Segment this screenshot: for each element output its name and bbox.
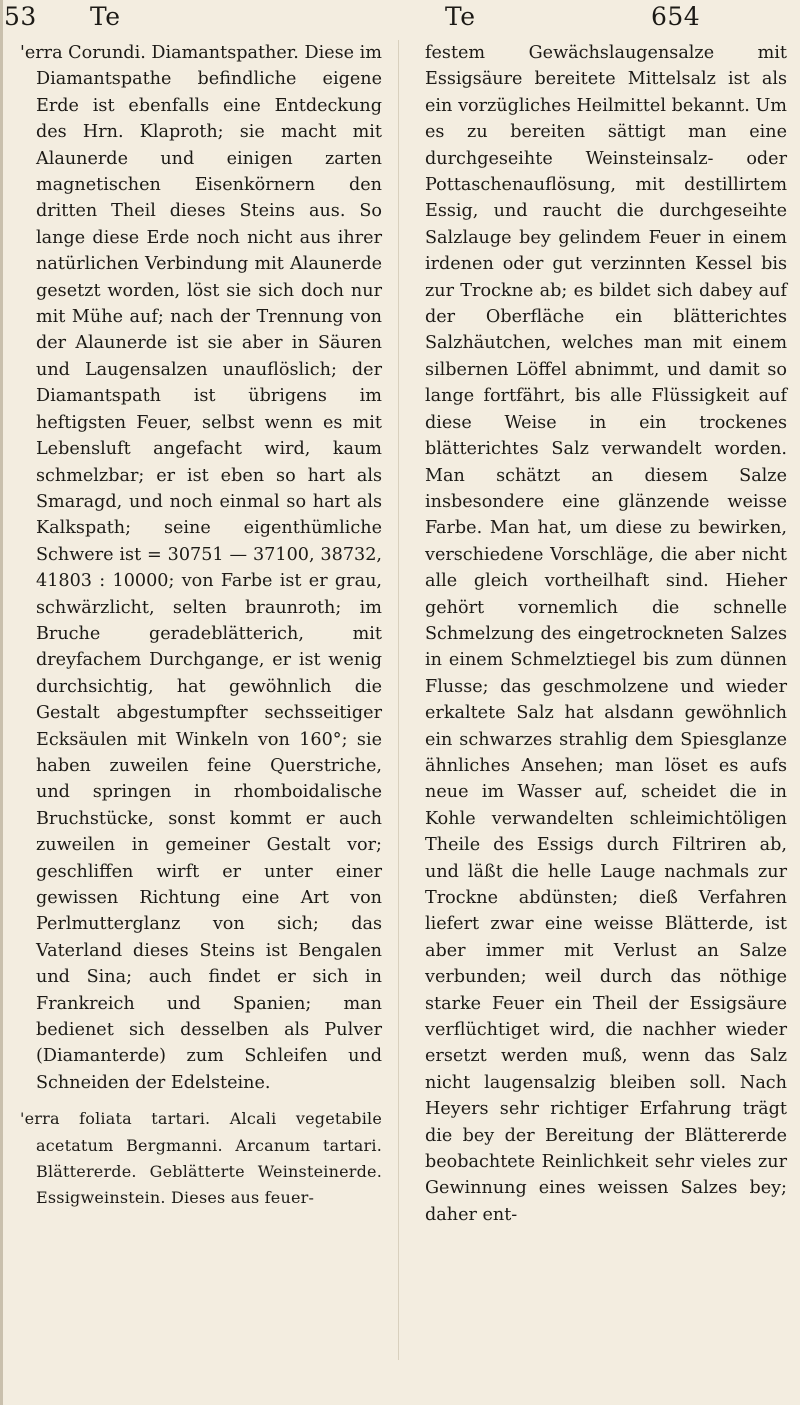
left-running-head: Te bbox=[90, 2, 121, 31]
running-header bbox=[0, 0, 800, 36]
right-column bbox=[425, 40, 787, 1238]
right-page-number: 654 bbox=[651, 2, 701, 31]
right-column-text: festem Gewächslaugensalze mit Essigsäure bereitete Mittelsalz ist als ein vorzügliches Heilmittel bekannt. Um es zu bereiten sättigt man eine durchgeseihte Weinsteinsalz- oder Pottaschenauflösung, mit destillirtem Essig, und raucht die durchgeseihte Salzlauge bey gelindem Feuer in einem irdenen oder gut verzinnten Kessel bis zur Trockne ab; es bildet sich dabey auf der Oberfläche ein blätterichtes Salzhäutchen, welches man mit einem silbernen Löffel abnimmt, und damit so lange fortfährt, bis alle Flüssigkeit auf diese Weise in ein trockenes blätterichtes Salz verwandelt worden. Man schätzt an diesem Salze insbesondere eine glänzende weisse Farbe. Man hat, um diese zu bewirken, verschiedene Vorschläge, die aber nicht alle gleich vortheilhaft sind. Hieher gehört vornemlich die schnelle Schmelzung des eingetrockneten Salzes in einem Schmelztiegel bis zum dünnen Flusse; das geschmolzene und wieder erkaltete Salz hat alsdann gewöhnlich ein schwarzes strahlig dem Spiesglanze ähnliches Ansehen; man löset es aufs neue im Wasser auf, scheidet die in Kohle verwandelten schleimichtöligen Theile des Essigs durch Filtriren ab, und läßt die helle Lauge nachmals zur Trockne abdünsten; dieß Verfahren liefert zwar eine weisse Blätterde, ist aber immer mit Verlust an Salze verbunden; weil durch das nöthige starke Feuer ein Theil der Essigsäure verflüchtiget wird, die nachher wieder ersetzt werden muß, wenn das Salz nicht laugensalzig bleiben soll. Nach Heyers sehr richtiger Erfahrung trägt die bey der Bereitung der Blättererde beobachtete Reinlichkeit sehr vieles zur Gewinnung eines weissen Salzes bey; daher ent- bbox=[425, 43, 787, 1225]
left-page-number: 53 bbox=[4, 2, 37, 31]
entry-terra-foliata-tartari: 'erra foliata tartari. Alcali vegetabile acetatum Bergmanni. Arcanum tartari. Blättererde. Geblätterte Weinsteinerde. Essigweinstein. Dieses aus feuer- bbox=[20, 1109, 382, 1208]
left-column bbox=[20, 40, 382, 1222]
column-divider bbox=[398, 40, 399, 1360]
page-gutter-edge bbox=[0, 0, 3, 1405]
right-running-head: Te bbox=[445, 2, 476, 31]
entry-terra-corundi: 'erra Corundi. Diamantspather. Diese im Diamantspathe befindliche eigene Erde ist ebenfalls eine Entdeckung des Hrn. Klaproth; sie macht mit Alaunerde und einigen zarten magnetischen Eisenkörnern den dritten Theil dieses Steins aus. So lange diese Erde noch nicht aus ihrer natürlichen Verbindung mit Alaunerde gesetzt worden, löst sie sich doch nur mit Mühe auf; nach der Trennung von der Alaunerde ist sie aber in Säuren und Laugensalzen unauflöslich; der Diamantspath ist übrigens im heftigsten Feuer, selbst wenn es mit Lebensluft angefacht wird, kaum schmelzbar; er ist eben so hart als Smaragd, und noch einmal so hart als Kalkspath; seine eigenthümliche Schwere ist = 30751 — 37100, 38732, 41803 : 10000; von Farbe ist er grau, schwärzlicht, selten braunroth; im Bruche geradeblätterich, mit dreyfachem Durchgange, er ist wenig durchsichtig, hat gewöhnlich die Gestalt abgestumpfter sechsseitiger Ecksäulen mit Winkeln von 160°; sie haben zuweilen feine Querstriche, und springen in rhomboidalische Bruchstücke, sonst kommt er auch zuweilen in gemeiner Gestalt vor; geschliffen wirft er unter einer gewissen Richtung eine Art von Perlmutterglanz von sich; das Vaterland dieses Steins ist Bengalen und Sina; auch findet er sich in Frankreich und Spanien; man bedienet sich desselben als Pulver (Diamanterde) zum Schleifen und Schneiden der Edelsteine. bbox=[20, 43, 382, 1093]
